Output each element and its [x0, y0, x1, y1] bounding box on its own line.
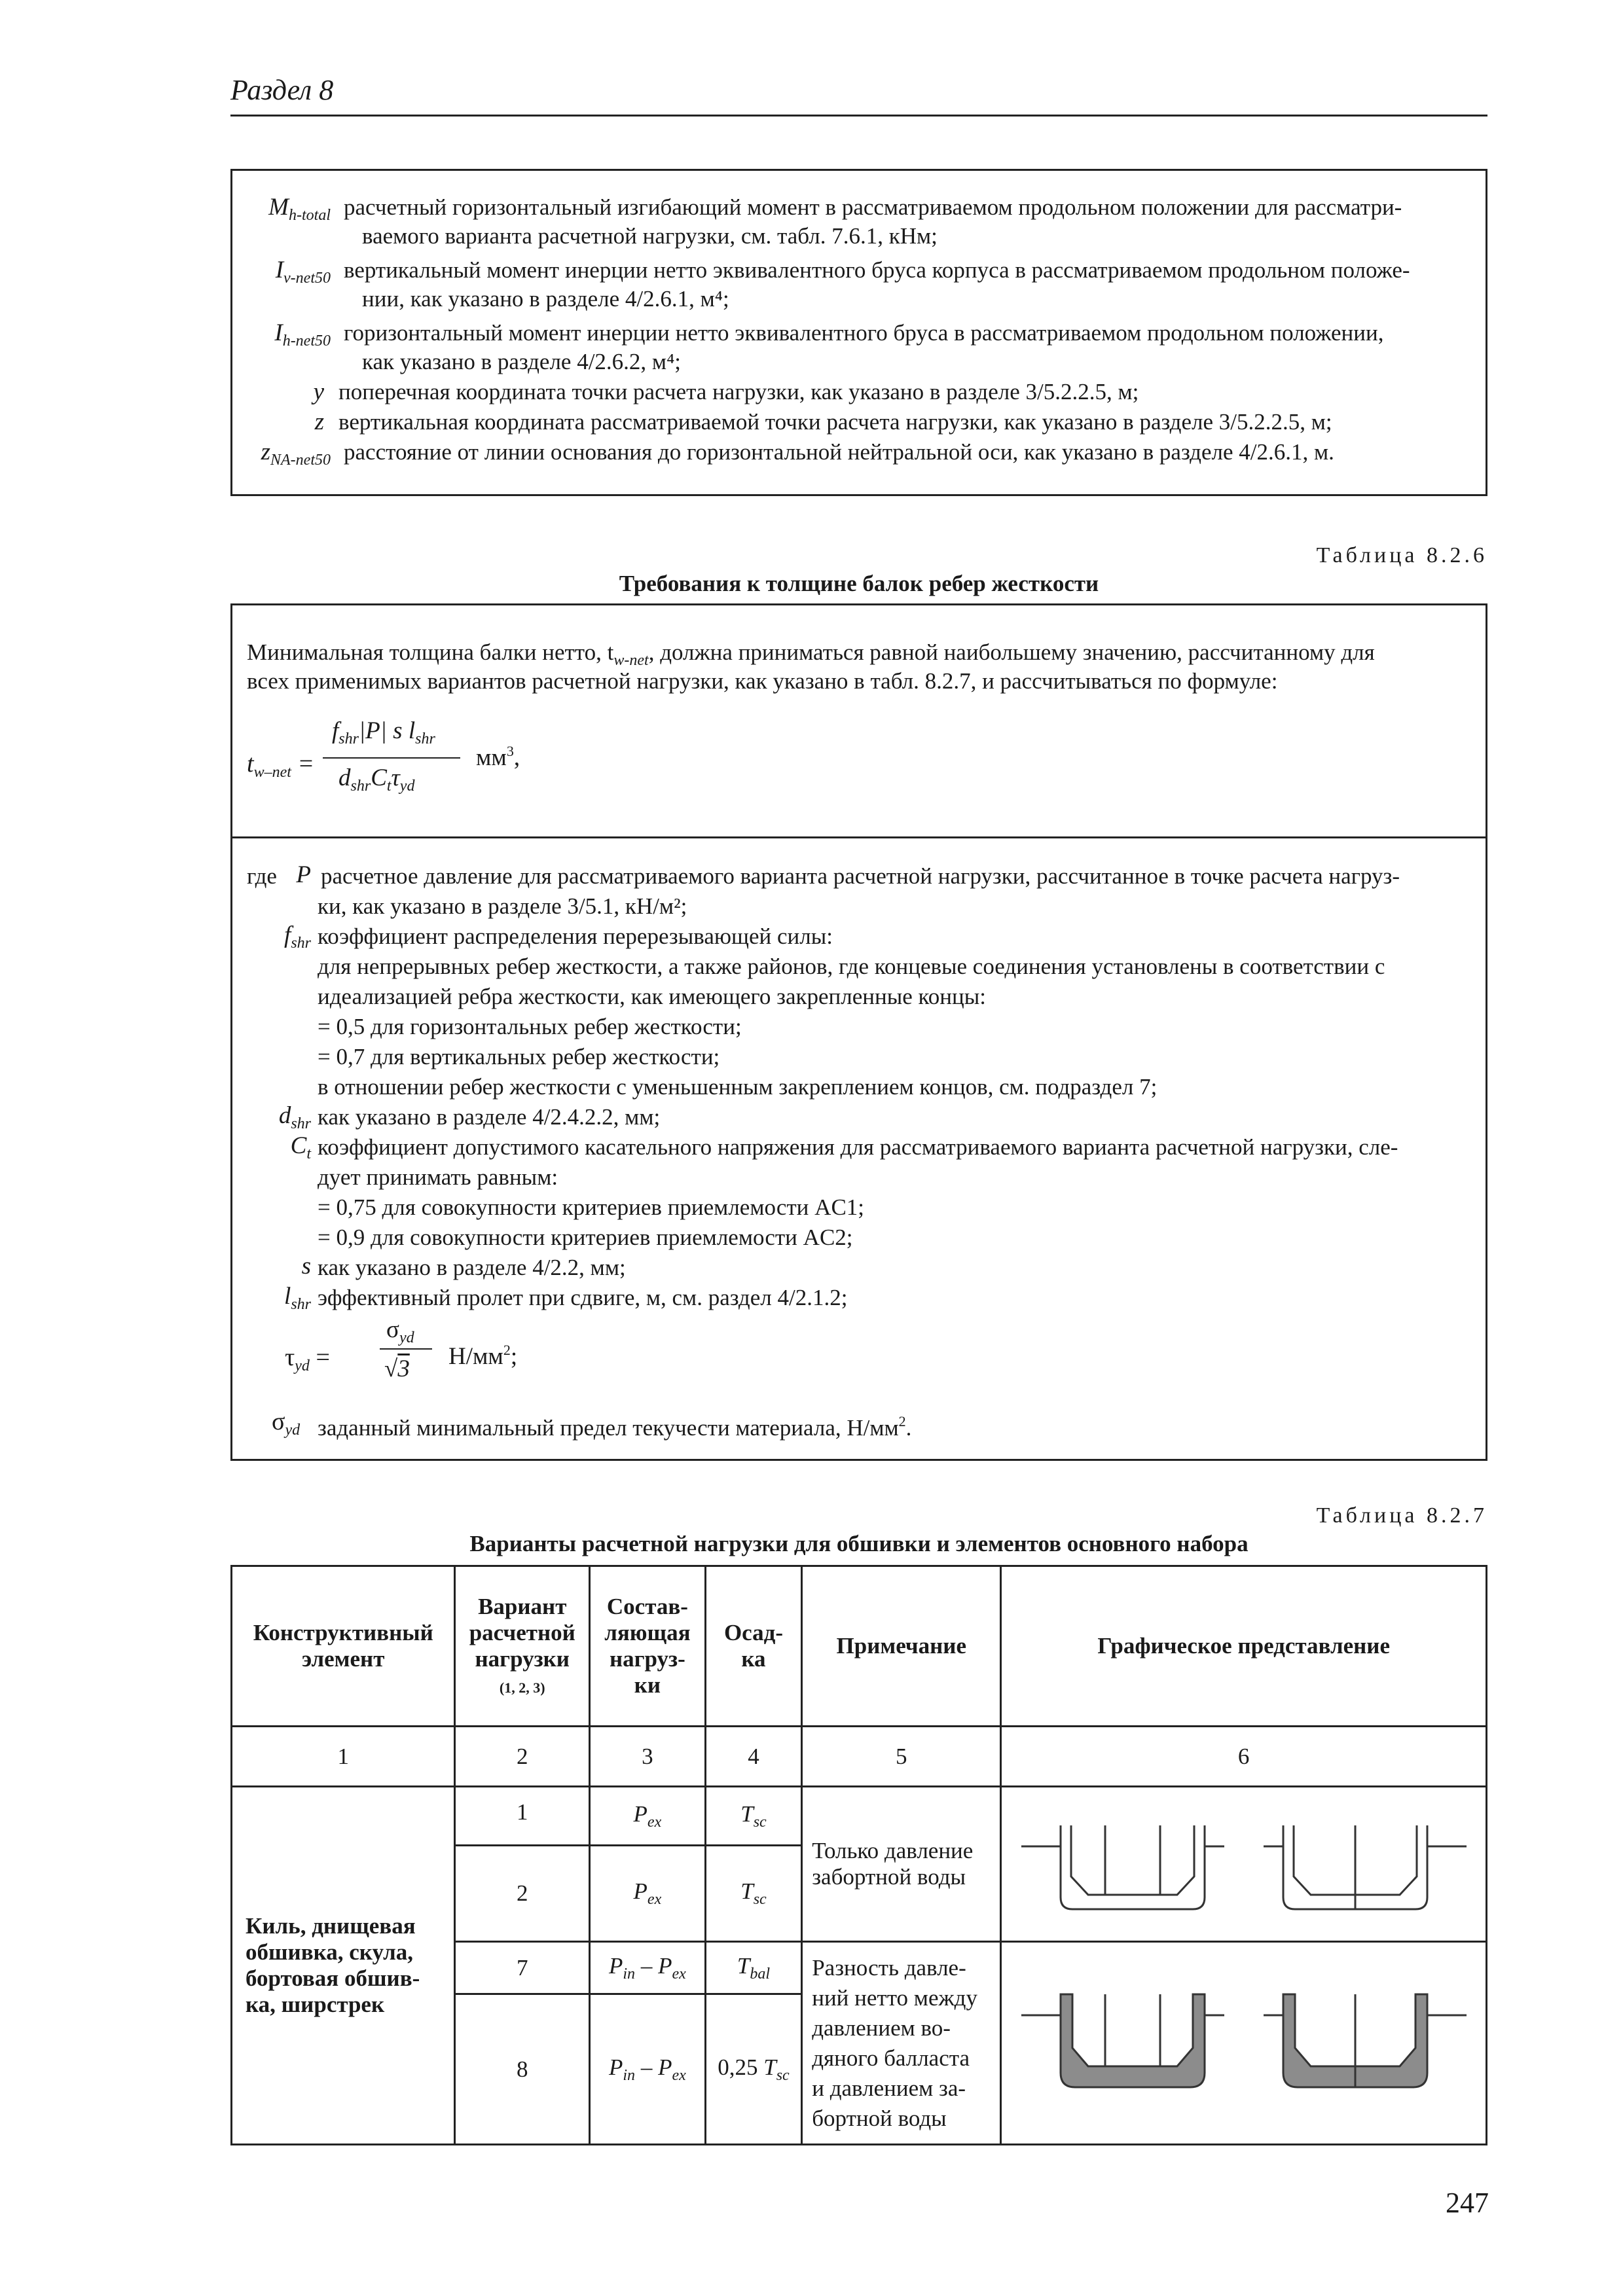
table-826-title: Требования к толщине балок ребер жесткости — [619, 571, 1099, 596]
symbol-label: $I_{v-net50}$ — [275, 257, 331, 287]
draft-cell: $T_{sc}$ — [705, 1787, 802, 1846]
table-826-caption: Таблица 8.2.6 — [1316, 543, 1487, 567]
col-num: 5 — [802, 1727, 1001, 1787]
def-symbol: $C_t$ — [290, 1132, 311, 1162]
note-cell-1: Только давление забортной воды — [802, 1787, 1001, 1942]
sigma-definition: заданный минимальный предел текучести материала, $Н/мм^2$. — [318, 1413, 912, 1441]
graphic-cell-1 — [1001, 1787, 1487, 1942]
table-827 — [230, 1565, 1487, 2145]
symbol-definition: вертикальный момент инерции нетто эквивалентного бруса корпуса в рассматриваемом продольном положе- — [344, 257, 1410, 283]
symbol-label: $I_{h-net50}$ — [274, 319, 331, 350]
element-cell: Киль, днищевая обшивка, скула, бортовая обшив- ка, ширстрек — [232, 1787, 455, 2145]
table-826-divider — [232, 836, 1486, 838]
variant-cell: 8 — [455, 1994, 590, 2145]
formula-numerator: $f_{shr}|P|$ s $l_{shr}$ — [332, 717, 435, 747]
def-text: в отношении ребер жесткости с уменьшенным закреплением концов, см. подраздел 7; — [318, 1074, 1158, 1100]
header-graphic: Графическое представление — [1001, 1566, 1487, 1727]
load-cell: $P_{in} - P_{ex}$ — [590, 1942, 706, 1994]
header-variant: Вариант расчетной нагрузки (1, 2, 3) — [455, 1566, 590, 1727]
intro-line-1: Минимальная толщина балки нетто, $t_{w-net}$, должна приниматься равной наибольшему значению, рассчитанному для — [247, 639, 1375, 669]
def-symbol: s — [301, 1253, 311, 1280]
def-text: как указано в разделе 4/2.2, мм; — [318, 1255, 626, 1280]
note-cell-2: Разность давле- ний нетто между давлением во- дяного балласта и давлением за- бортной воды — [802, 1942, 1001, 2145]
load-cell: $P_{in} - P_{ex}$ — [590, 1994, 706, 2145]
symbol-label: y — [313, 378, 324, 405]
graphic-cell-2 — [1001, 1942, 1487, 2145]
def-symbol: $f_{shr}$ — [284, 922, 311, 952]
draft-cell: $T_{sc}$ — [705, 1846, 802, 1942]
section-header: Раздел 8 — [230, 74, 334, 106]
table-826 — [230, 603, 1487, 1461]
symbol-label: $M_{h-total}$ — [268, 194, 331, 224]
tau-unit: $Н/мм^2$; — [448, 1342, 518, 1370]
def-symbol: P — [296, 861, 311, 888]
def-text: ки, как указано в разделе 3/5.1, кН/м²; — [318, 893, 687, 919]
col-num: 6 — [1001, 1727, 1487, 1787]
load-cell: $P_{ex}$ — [590, 1846, 706, 1942]
header-component: Состав- ляющая нагруз- ки — [590, 1566, 706, 1727]
table-827-title: Варианты расчетной нагрузки для обшивки и элементов основного набора — [469, 1531, 1249, 1556]
page-number: 247 — [1446, 2187, 1489, 2219]
header-draft: Осад- ка — [705, 1566, 802, 1727]
variant-cell: 2 — [455, 1846, 590, 1942]
symbol-definition-cont: как указано в разделе 4/2.6.2, м⁴; — [362, 349, 682, 374]
header-note: Примечание — [802, 1566, 1001, 1727]
symbol-definition-cont: нии, как указано в разделе 4/2.6.1, м⁴; — [362, 286, 729, 312]
symbol-definition: расчетный горизонтальный изгибающий момент в рассматриваемом продольном положении для рассматри- — [344, 194, 1402, 220]
symbol-definition: горизонтальный момент инерции нетто эквивалентного бруса в рассматриваемом продольном положении, — [344, 320, 1384, 346]
header-element: Конструктивный элемент — [232, 1566, 455, 1727]
symbol-definition: расстояние от линии основания до горизонтальной нейтральной оси, как указано в разделе 4/2.6.1, м. — [344, 439, 1334, 465]
symbol-label: $z_{NA-net50}$ — [261, 439, 331, 469]
tau-formula: $\tau_{yd}$ = $\sigma_{yd}$ √3 $Н/мм^2$; — [285, 1316, 518, 1382]
symbols-box — [230, 169, 1487, 496]
sigma-symbol: $\sigma_{yd}$ — [272, 1408, 301, 1439]
thickness-formula: $t_{w-net}$ = $f_{shr}|P|$ s $l_{shr}$ $d_{shr}C_t\tau_{yd}$ $мм^3$, — [247, 717, 520, 795]
hull-section-diagram — [1015, 1806, 1473, 1917]
def-text: = 0,5 для горизонтальных ребер жесткости; — [318, 1014, 742, 1039]
formula-denominator: $d_{shr}C_t\tau_{yd}$ — [338, 764, 415, 795]
symbol-definition-cont: ваемого варианта расчетной нагрузки, см. табл. 7.6.1, кНм; — [362, 223, 938, 249]
variant-cell: 1 — [455, 1787, 590, 1846]
intro-line-2: всех применимых вариантов расчетной нагрузки, как указано в табл. 8.2.7, и рассчитываться по формуле: — [247, 668, 1278, 694]
def-text: как указано в разделе 4/2.4.2.2, мм; — [318, 1104, 661, 1130]
def-text: дует принимать равным: — [318, 1164, 558, 1190]
ballast-section-diagram — [1015, 1975, 1473, 2106]
symbol-label: z — [314, 408, 324, 435]
def-text: = 0,9 для совокупности критериев приемлемости AC2; — [318, 1225, 853, 1250]
symbol-definition: поперечная координата точки расчета нагрузки, как указано в разделе 3/5.2.2.5, м; — [338, 379, 1139, 404]
where-label: где — [247, 863, 277, 889]
def-text: эффективный пролет при сдвиге, м, см. раздел 4/2.1.2; — [318, 1285, 848, 1310]
def-text: = 0,75 для совокупности критериев приемлемости AC1; — [318, 1194, 865, 1220]
def-text: коэффициент распределения перерезывающей силы: — [318, 924, 833, 949]
def-symbol: $l_{shr}$ — [284, 1283, 311, 1313]
def-text: для непрерывных ребер жесткости, а также районов, где концевые соединения установлены в соответствии с — [318, 954, 1385, 979]
def-text: коэффициент допустимого касательного напряжения для рассматриваемого варианта расчетной нагрузки, сле- — [318, 1134, 1398, 1160]
draft-cell: $T_{bal}$ — [705, 1942, 802, 1994]
variant-cell: 7 — [455, 1942, 590, 1994]
col-num: 2 — [455, 1727, 590, 1787]
symbol-definition: вертикальная координата рассматриваемой точки расчета нагрузки, как указано в разделе 3/5.2.2.5, м; — [338, 409, 1332, 435]
table-827-caption: Таблица 8.2.7 — [1316, 1503, 1487, 1528]
def-text: = 0,7 для вертикальных ребер жесткости; — [318, 1044, 720, 1069]
def-text: расчетное давление для рассматриваемого варианта расчетной нагрузки, рассчитанное в точке расчета нагруз- — [321, 863, 1400, 889]
col-num: 3 — [590, 1727, 706, 1787]
def-text: идеализацией ребра жесткости, как имеющего закрепленные концы: — [318, 984, 986, 1009]
def-symbol: $d_{shr}$ — [278, 1102, 311, 1132]
table-row — [232, 1787, 1487, 1846]
col-num: 4 — [705, 1727, 802, 1787]
column-number-row — [232, 1727, 1487, 1787]
formula-unit: $мм^3$, — [476, 743, 520, 771]
draft-cell: 0,25 $T_{sc}$ — [705, 1994, 802, 2145]
col-num: 1 — [232, 1727, 455, 1787]
fraction-bar — [323, 757, 460, 759]
load-cell: $P_{ex}$ — [590, 1787, 706, 1846]
header-divider — [230, 115, 1487, 117]
